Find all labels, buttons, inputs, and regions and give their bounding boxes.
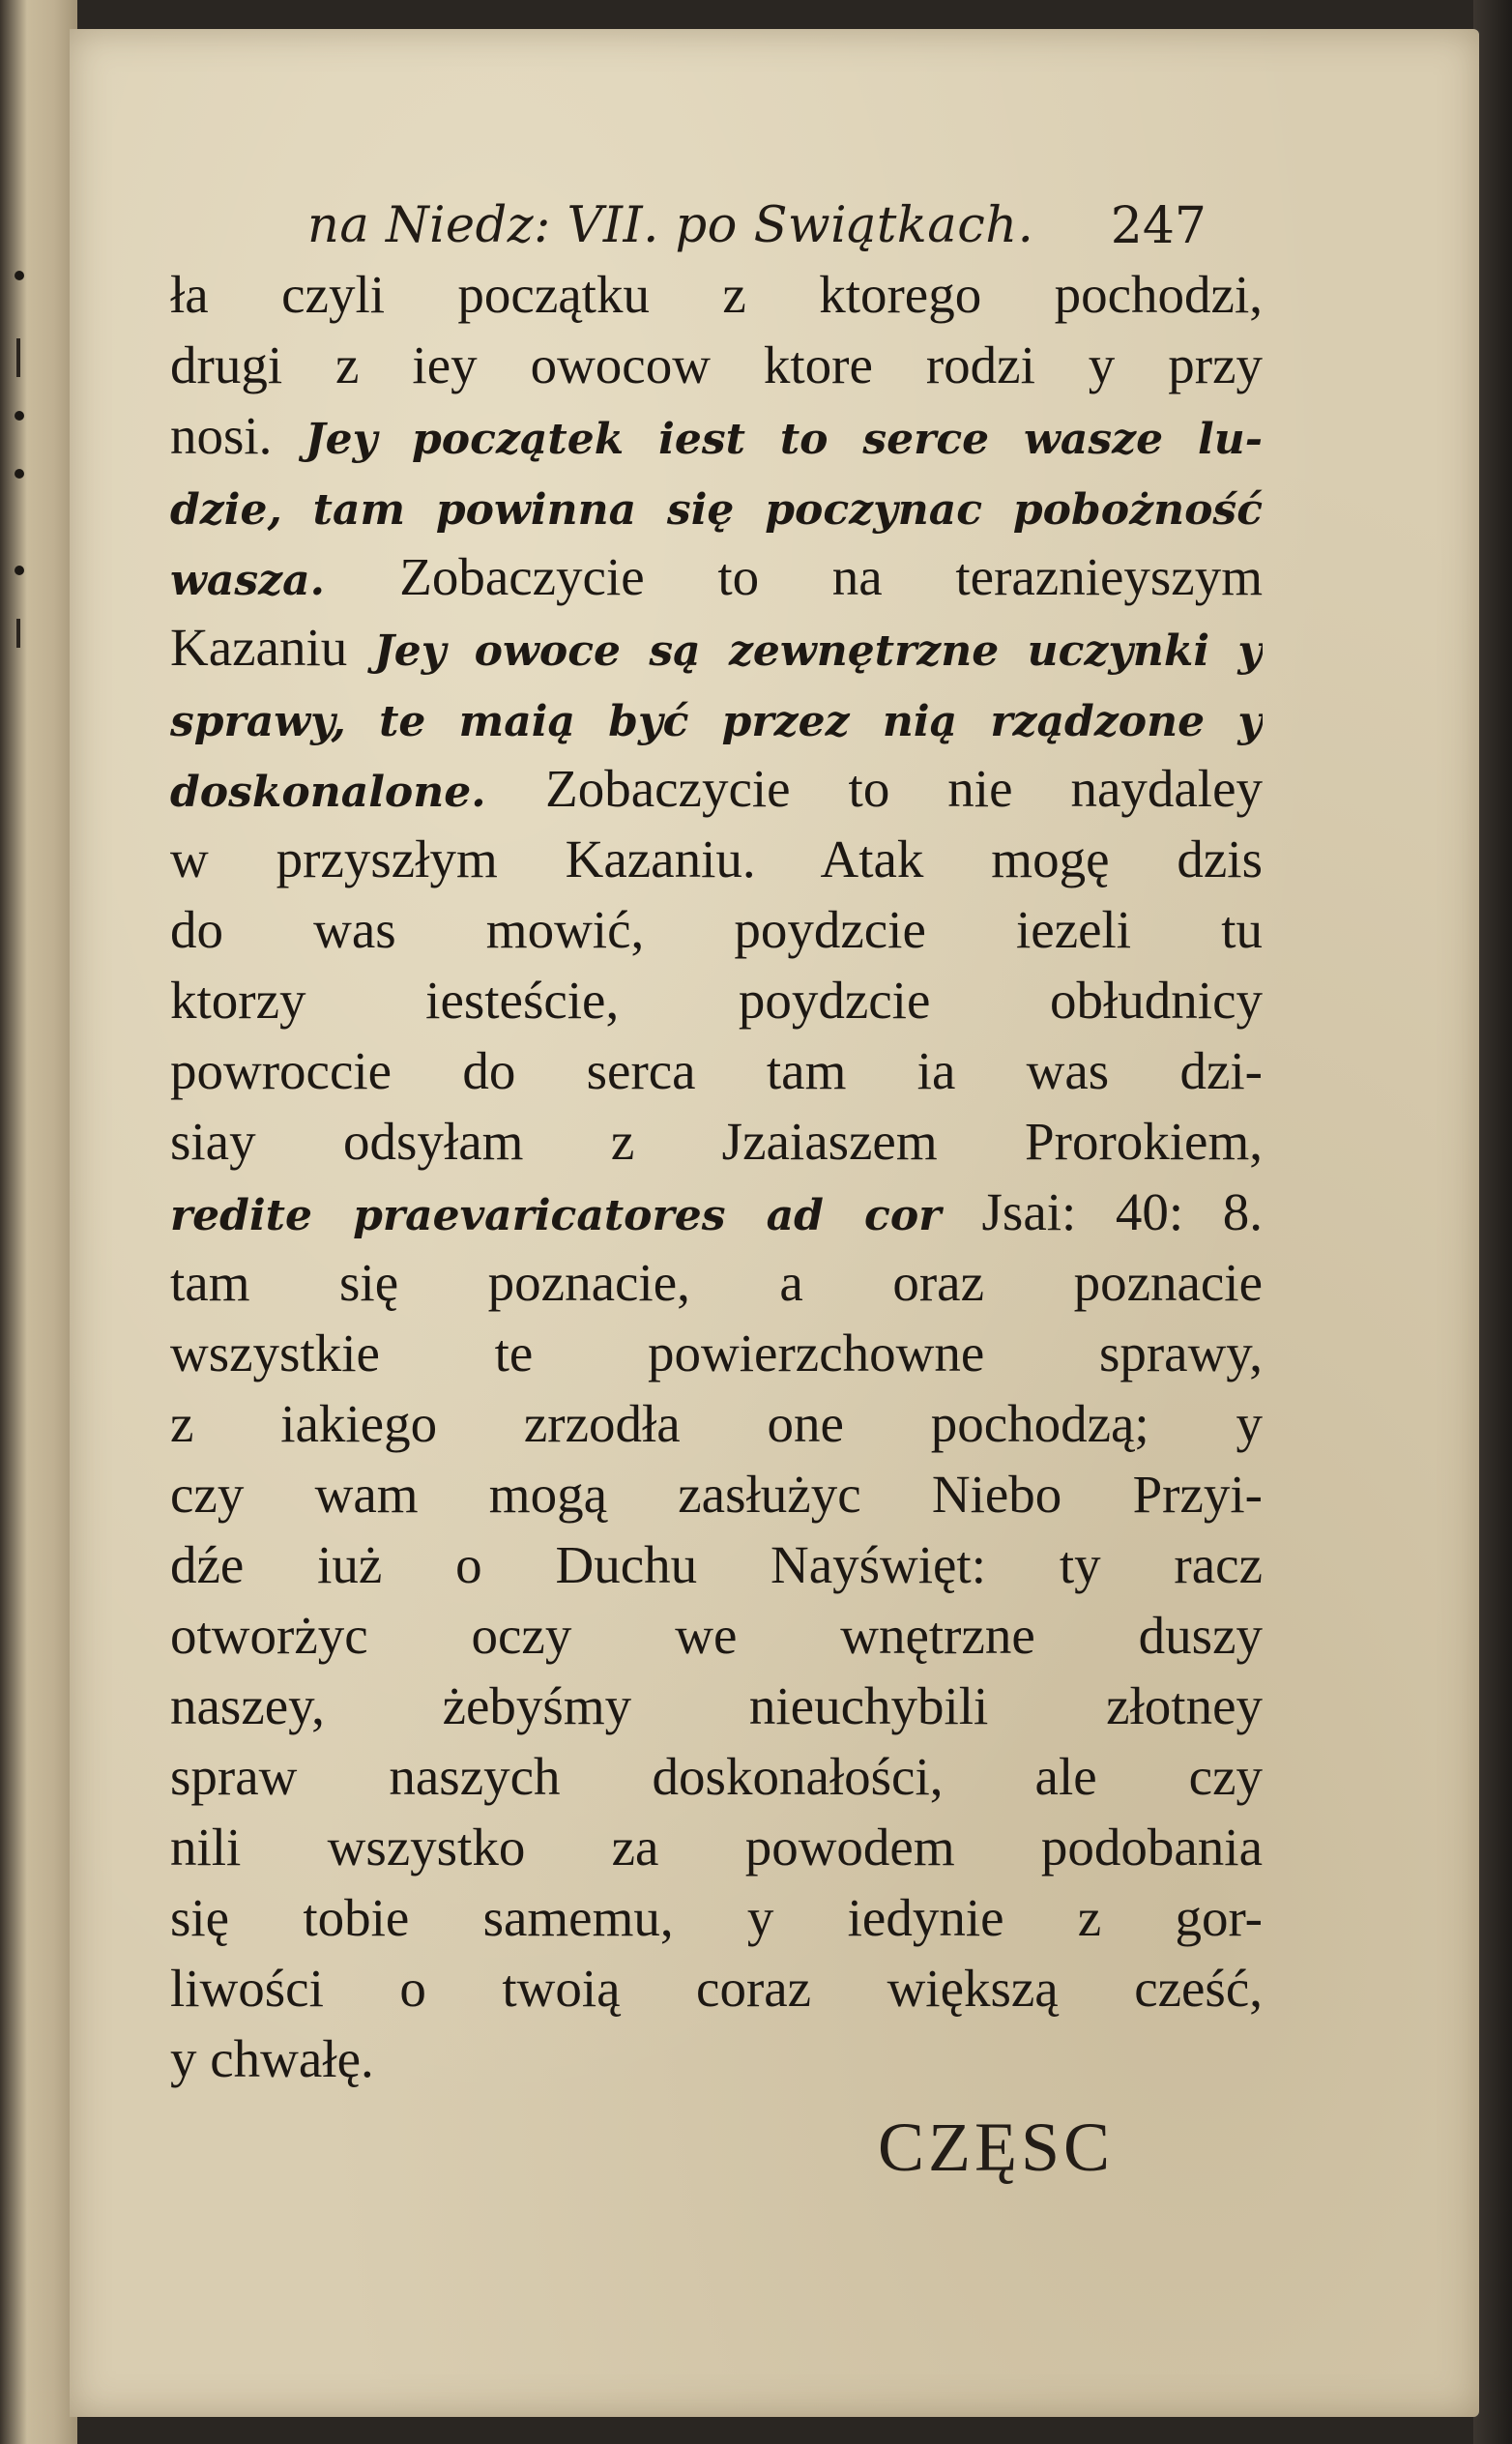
book-binding <box>0 0 77 2444</box>
text-line <box>170 824 1263 894</box>
text-segment: Zobaczycie to na teraznieyszym <box>399 547 1263 606</box>
text-line <box>170 683 1263 753</box>
italic-text-segment: Jey owoce są zewnętrzne uczynki y <box>373 626 1263 676</box>
italic-text-segment: dzie, tam powinna się poczynac pobożność <box>170 485 1263 535</box>
text-line <box>170 1812 1263 1882</box>
text-line <box>170 894 1263 965</box>
binding-stitch-marks <box>6 251 35 735</box>
text-segment: się tobie samemu, y iedynie z gor- <box>170 1888 1263 1947</box>
text-segment: z iakiego zrzodła one pochodzą; y <box>170 1394 1263 1453</box>
text-segment: czy wam mogą zasłużyc Niebo Przyi- <box>170 1465 1263 1524</box>
text-line <box>170 330 1263 400</box>
text-segment: liwości o twoią coraz większą cześć, <box>170 1959 1263 2018</box>
text-line <box>170 541 1263 612</box>
text-line <box>170 1671 1263 1741</box>
sermon-text <box>170 259 1263 2094</box>
text-segment: spraw naszych doskonałości, ale czy <box>170 1747 1263 1806</box>
text-line <box>170 259 1263 330</box>
text-segment: Jsai: 40: 8. <box>981 1182 1263 1241</box>
text-line <box>170 1459 1263 1529</box>
text-line <box>170 1106 1263 1177</box>
italic-text-segment: redite praevaricatores ad cor <box>170 1191 982 1240</box>
text-line <box>170 1318 1263 1388</box>
italic-text-segment: sprawy, te maią być przez nią rządzone y <box>170 697 1263 746</box>
text-line <box>170 1741 1263 1812</box>
text-segment: drugi z iey owocow ktore rodzi y przy <box>170 335 1263 394</box>
text-segment: nili wszystko za powodem podobania <box>170 1818 1263 1877</box>
text-segment: otworżyc oczy we wnętrzne duszy <box>170 1606 1263 1665</box>
text-segment: naszey, żebyśmy nieuchybili złotney <box>170 1676 1263 1735</box>
italic-text-segment: doskonalone. <box>170 768 546 817</box>
text-line <box>170 1529 1263 1600</box>
page-number: 247 <box>1110 197 1207 255</box>
text-segment: ła czyli początku z ktorego pochodzi, <box>170 265 1263 324</box>
running-head: na Niedz: VII. po Swiątkach. <box>307 197 1034 254</box>
text-line <box>170 471 1263 541</box>
text-segment: dźe iuż o Duchu Nayświęt: ty racz <box>170 1535 1263 1594</box>
text-line <box>170 1953 1263 2023</box>
text-line <box>170 612 1263 683</box>
text-segment: tam się poznacie, a oraz poznacie <box>170 1253 1263 1312</box>
text-segment: powroccie do serca tam ia was dzi- <box>170 1041 1263 1100</box>
text-segment: nosi. <box>170 406 305 465</box>
text-line <box>170 965 1263 1035</box>
text-line <box>170 1882 1263 1953</box>
dark-background-edge <box>1473 0 1512 2444</box>
text-line <box>170 2023 1263 2094</box>
text-line <box>170 1600 1263 1671</box>
page-header <box>307 191 1216 261</box>
text-segment: ktorzy iesteście, poydzcie obłudnicy <box>170 971 1263 1030</box>
text-segment: Kazaniu <box>170 618 374 677</box>
text-segment: wszystkie te powierzchowne sprawy, <box>170 1324 1263 1382</box>
text-segment: do was mowić, poydzcie iezeli tu <box>170 900 1263 959</box>
text-line <box>170 1035 1263 1106</box>
text-segment: y chwałę. <box>170 2029 374 2088</box>
italic-text-segment: wasza. <box>170 556 400 605</box>
text-segment: w przyszłym Kazaniu. Atak mogę dzis <box>170 829 1263 888</box>
catchword: CZĘSC <box>878 2109 1115 2186</box>
text-line <box>170 1247 1263 1318</box>
text-line <box>170 400 1263 471</box>
text-line <box>170 1388 1263 1459</box>
text-segment: Zobaczycie to nie naydaley <box>545 759 1263 818</box>
text-segment: siay odsyłam z Jzaiaszem Prorokiem, <box>170 1112 1263 1171</box>
italic-text-segment: Jey początek iest to serce wasze lu- <box>305 415 1263 464</box>
text-line <box>170 753 1263 824</box>
text-line <box>170 1177 1263 1247</box>
